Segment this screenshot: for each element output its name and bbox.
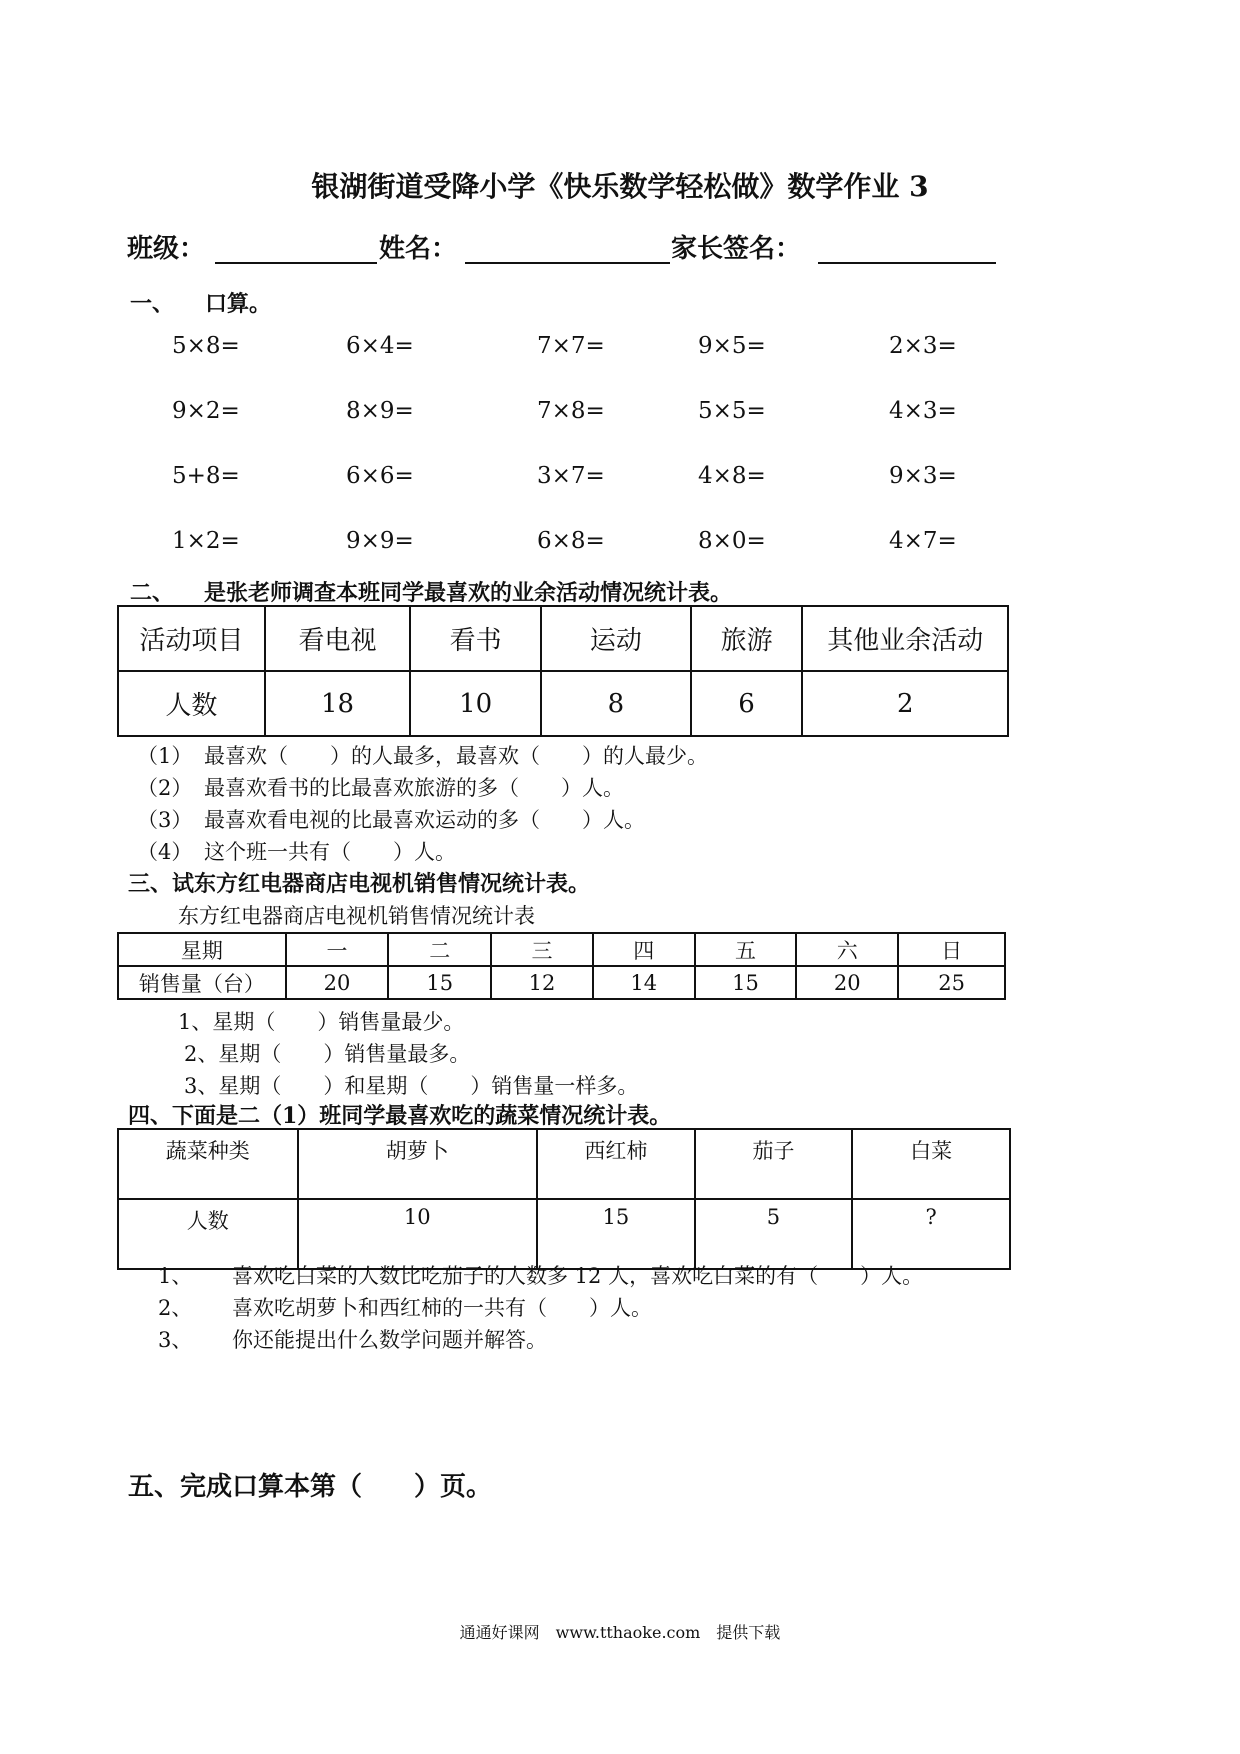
table-cell: 25	[898, 966, 1005, 999]
calc-item: 8×9=	[346, 398, 414, 424]
table-header-cell: 胡萝卜	[298, 1129, 537, 1199]
section2-heading: 是张老师调查本班同学最喜欢的业余活动情况统计表。	[204, 580, 733, 606]
question-number: 3、	[158, 1328, 193, 1352]
table-row	[118, 1199, 1010, 1269]
calc-item: 6×4=	[346, 333, 414, 359]
table-header-cell: 旅游	[691, 606, 803, 671]
sales-table	[117, 932, 1006, 1000]
calc-item: 4×3=	[889, 398, 957, 424]
calc-item: 1×2=	[172, 528, 240, 554]
table-cell: 20	[286, 966, 389, 999]
question-text: 这个班一共有（ ）人。	[204, 840, 456, 864]
question-text: 最喜欢（ ）的人最多，最喜欢（ ）的人最少。	[204, 744, 708, 768]
question-text: 最喜欢看电视的比最喜欢运动的多（ ）人。	[204, 808, 645, 832]
question-text: 你还能提出什么数学问题并解答。	[232, 1328, 547, 1352]
question-text: 喜欢吃胡萝卜和西红柿的一共有（ ）人。	[232, 1296, 652, 1320]
table-cell: 6	[691, 671, 803, 736]
calc-item: 7×8=	[537, 398, 605, 424]
table-header-cell: 一	[286, 933, 389, 966]
table-header-cell: 星期	[118, 933, 286, 966]
table-cell: 10	[298, 1199, 537, 1269]
page-title: 银湖街道受降小学《快乐数学轻松做》数学作业 3	[311, 170, 929, 203]
table-caption: 东方红电器商店电视机销售情况统计表	[178, 904, 535, 928]
calc-item: 6×6=	[346, 463, 414, 489]
calc-item: 5×8=	[172, 333, 240, 359]
table-cell: 14	[593, 966, 695, 999]
class-field[interactable]	[215, 232, 377, 264]
question-text: 1、星期（ ）销售量最少。	[178, 1010, 465, 1034]
table-header-cell: 西红柿	[537, 1129, 695, 1199]
calc-item: 5×5=	[698, 398, 766, 424]
table-row	[118, 606, 1008, 671]
question-number: 1、	[158, 1264, 193, 1288]
parent-signature-field[interactable]	[818, 232, 996, 264]
calc-item: 9×3=	[889, 463, 957, 489]
table-cell: 12	[491, 966, 593, 999]
section4-heading: 四、下面是二（1）班同学最喜欢吃的蔬菜情况统计表。	[128, 1103, 672, 1129]
table-cell: 5	[695, 1199, 853, 1269]
table-header-cell: 蔬菜种类	[118, 1129, 298, 1199]
table-cell: 15	[388, 966, 491, 999]
table-header-cell: 三	[491, 933, 593, 966]
table-cell: 18	[265, 671, 411, 736]
calc-item: 9×5=	[698, 333, 766, 359]
parent-signature-label: 家长签名：	[671, 234, 802, 264]
table-cell: 人数	[118, 1199, 298, 1269]
section1-number: 一、	[130, 291, 175, 317]
table-header-cell: 日	[898, 933, 1005, 966]
calc-item: 7×7=	[537, 333, 605, 359]
section2-number: 二、	[130, 580, 175, 606]
section5-heading: 五、完成口算本第（ ）页。	[128, 1472, 493, 1502]
table-header-cell: 二	[388, 933, 491, 966]
class-label: 班级：	[127, 234, 206, 264]
table-header-cell: 白菜	[852, 1129, 1010, 1199]
calc-item: 4×7=	[889, 528, 957, 554]
table-header-cell: 看电视	[265, 606, 411, 671]
calc-item: 8×0=	[698, 528, 766, 554]
question-text: 喜欢吃白菜的人数比吃茄子的人数多 12 人，喜欢吃白菜的有（ ）人。	[232, 1264, 924, 1288]
activity-table	[117, 605, 1009, 737]
table-header-cell: 活动项目	[118, 606, 265, 671]
table-cell: 销售量（台）	[118, 966, 286, 999]
table-row	[118, 966, 1005, 999]
calc-item: 9×9=	[346, 528, 414, 554]
table-header-cell: 运动	[541, 606, 691, 671]
question-number: （2）	[137, 776, 193, 800]
table-cell: 20	[796, 966, 898, 999]
table-header-cell: 茄子	[695, 1129, 853, 1199]
calc-item: 6×8=	[537, 528, 605, 554]
table-header-cell: 五	[695, 933, 797, 966]
calc-item: 9×2=	[172, 398, 240, 424]
table-cell: 10	[410, 671, 541, 736]
vegetable-table	[117, 1128, 1011, 1270]
question-number: （3）	[137, 808, 193, 832]
question-number: 2、	[158, 1296, 193, 1320]
table-cell: 2	[802, 671, 1008, 736]
name-label: 姓名：	[379, 234, 458, 264]
table-header-cell: 其他业余活动	[802, 606, 1008, 671]
table-row	[118, 933, 1005, 966]
calc-item: 4×8=	[698, 463, 766, 489]
table-header-cell: 六	[796, 933, 898, 966]
table-row	[118, 1129, 1010, 1199]
table-cell: 15	[537, 1199, 695, 1269]
question-number: （4）	[137, 840, 193, 864]
question-text: 2、星期（ ）销售量最多。	[184, 1042, 471, 1066]
table-cell: 8	[541, 671, 691, 736]
calc-item: 5+8=	[172, 463, 240, 489]
table-header-cell: 四	[593, 933, 695, 966]
section1-heading: 口算。	[205, 291, 272, 317]
table-cell: 人数	[118, 671, 265, 736]
section3-heading: 三、试东方红电器商店电视机销售情况统计表。	[128, 871, 591, 897]
table-cell: ?	[852, 1199, 1010, 1269]
calc-item: 3×7=	[537, 463, 605, 489]
question-number: （1）	[137, 744, 193, 768]
name-field[interactable]	[465, 232, 670, 264]
question-text: 最喜欢看书的比最喜欢旅游的多（ ）人。	[204, 776, 624, 800]
question-text: 3、星期（ ）和星期（ ）销售量一样多。	[184, 1074, 639, 1098]
table-cell: 15	[695, 966, 797, 999]
table-row	[118, 671, 1008, 736]
footer-text: 通通好课网 www.tthaoke.com 提供下载	[459, 1623, 781, 1642]
calc-item: 2×3=	[889, 333, 957, 359]
table-header-cell: 看书	[410, 606, 541, 671]
